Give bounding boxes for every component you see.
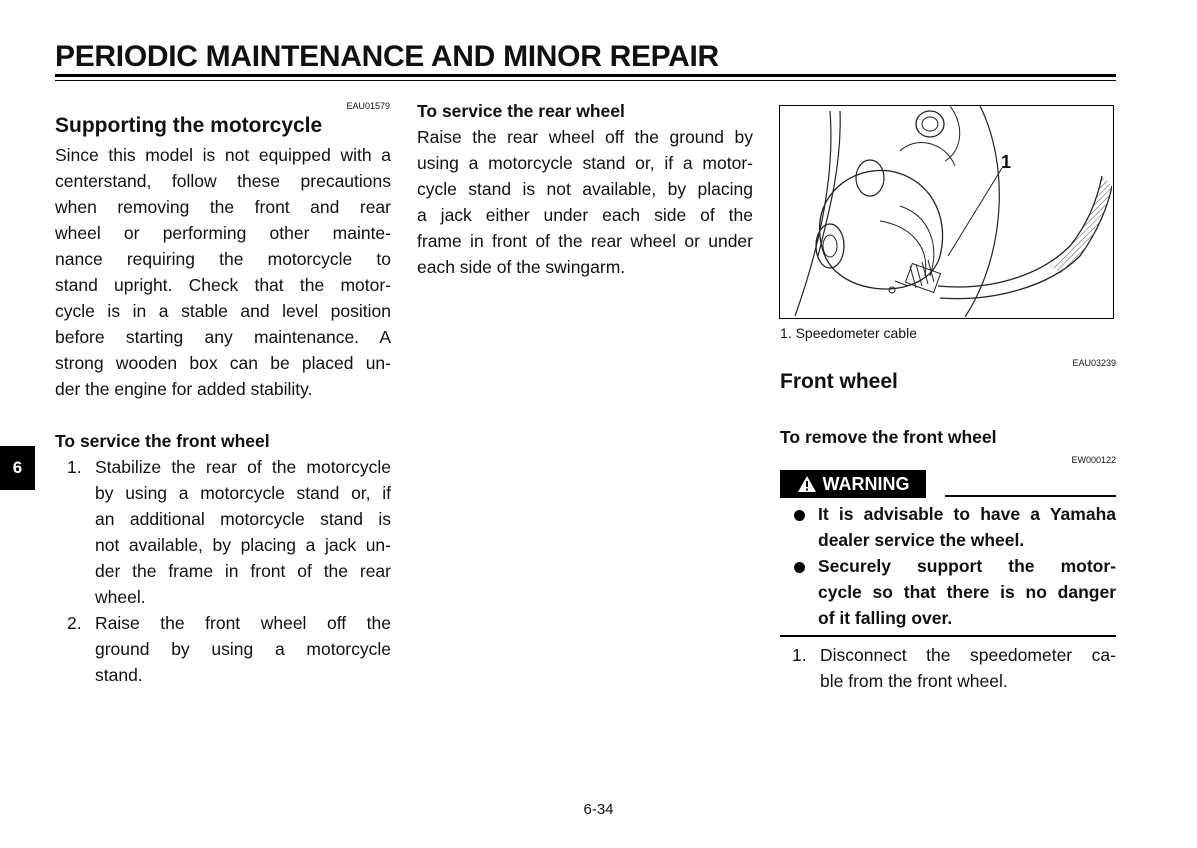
chapter-tab: 6 <box>0 446 35 490</box>
speedometer-cable-illustration <box>779 105 1114 319</box>
remove-steps <box>780 642 1116 694</box>
list-item <box>55 610 391 688</box>
text-line: Raise the front wheel off the <box>95 613 391 633</box>
warning-rule <box>945 495 1116 497</box>
text-line: using a motorcycle stand or, if a motor- <box>417 153 753 173</box>
title-rule-thick <box>55 74 1116 77</box>
bullet-icon <box>794 510 805 521</box>
text-line: It is advisable to have a Yamaha <box>818 504 1116 524</box>
text-line: cycle is in a stable and level position <box>55 301 391 321</box>
list-item <box>780 501 1116 553</box>
supporting-paragraph <box>55 142 391 402</box>
text-line: cycle stand is not available, by placing <box>417 179 753 199</box>
section-code: EAU01579 <box>346 101 390 111</box>
text-line: wheel. <box>95 587 146 607</box>
text-line: ground by using a motorcycle <box>95 639 391 659</box>
text-line: an additional motorcycle stand is <box>95 509 391 529</box>
text-line: Raise the rear wheel off the ground by <box>417 127 753 147</box>
text-line: centerstand, follow these precautions <box>55 171 391 191</box>
figure-caption: 1. Speedometer cable <box>780 325 917 341</box>
list-item <box>780 553 1116 631</box>
list-item <box>780 642 1116 694</box>
warning-badge <box>780 470 926 498</box>
bullet-icon <box>794 562 805 573</box>
warning-code: EW000122 <box>1071 455 1116 465</box>
text-line: by using a motorcycle stand or, if <box>95 483 391 503</box>
section-heading-front-wheel: Front wheel <box>780 370 898 393</box>
section-heading-supporting: Supporting the motorcycle <box>55 114 323 137</box>
text-line: Disconnect the speedometer ca- <box>820 645 1116 665</box>
rear-service-paragraph <box>417 124 753 280</box>
text-line: wheel or performing other mainte- <box>55 223 391 243</box>
subheading-remove-front-wheel: To remove the front wheel <box>780 427 997 447</box>
text-line: stand. <box>95 665 143 685</box>
text-line: Stabilize the rear of the motorcycle <box>95 457 391 477</box>
step-number: 1. <box>792 645 807 665</box>
text-line: stand upright. Check that the motor- <box>55 275 391 295</box>
text-line: cycle so that there is no danger <box>818 582 1116 602</box>
subheading-front-service: To service the front wheel <box>55 431 270 451</box>
step-number: 2. <box>67 613 82 633</box>
warning-bottom-rule <box>780 635 1116 637</box>
text-line: der the frame in front of the rear <box>95 561 391 581</box>
text-line: dealer service the wheel. <box>818 530 1025 550</box>
text-line: der the engine for added stability. <box>55 379 313 399</box>
front-service-steps <box>55 454 391 688</box>
section-code: EAU03239 <box>1072 358 1116 368</box>
text-line: of it falling over. <box>818 608 953 628</box>
figure-callout-number: 1 <box>1001 152 1012 172</box>
warning-list <box>780 501 1116 631</box>
text-line: before starting any maintenance. A <box>55 327 391 347</box>
page-title: PERIODIC MAINTENANCE AND MINOR REPAIR <box>55 40 719 73</box>
text-line: strong wooden box can be placed un- <box>55 353 391 373</box>
wheel-hub-drawing <box>780 106 1112 317</box>
text-line: not available, by placing a jack un- <box>95 535 391 555</box>
text-line: Since this model is not equipped with a <box>55 145 391 165</box>
warning-triangle-icon <box>797 475 817 493</box>
text-line: Securely support the motor- <box>818 556 1116 576</box>
step-number: 1. <box>67 457 82 477</box>
text-line: each side of the swingarm. <box>417 257 626 277</box>
warning-label: WARNING <box>822 473 910 494</box>
text-line: frame in front of the rear wheel or under <box>417 231 753 251</box>
text-line: ble from the front wheel. <box>820 671 1008 691</box>
subheading-rear-service: To service the rear wheel <box>417 101 625 121</box>
list-item <box>55 454 391 610</box>
text-line: nance requiring the motorcycle to <box>55 249 391 269</box>
page-number: 6-34 <box>583 801 614 818</box>
text-line: a jack either under each side of the <box>417 205 753 225</box>
title-rule-thin <box>55 80 1116 81</box>
text-line: when removing the front and rear <box>55 197 391 217</box>
